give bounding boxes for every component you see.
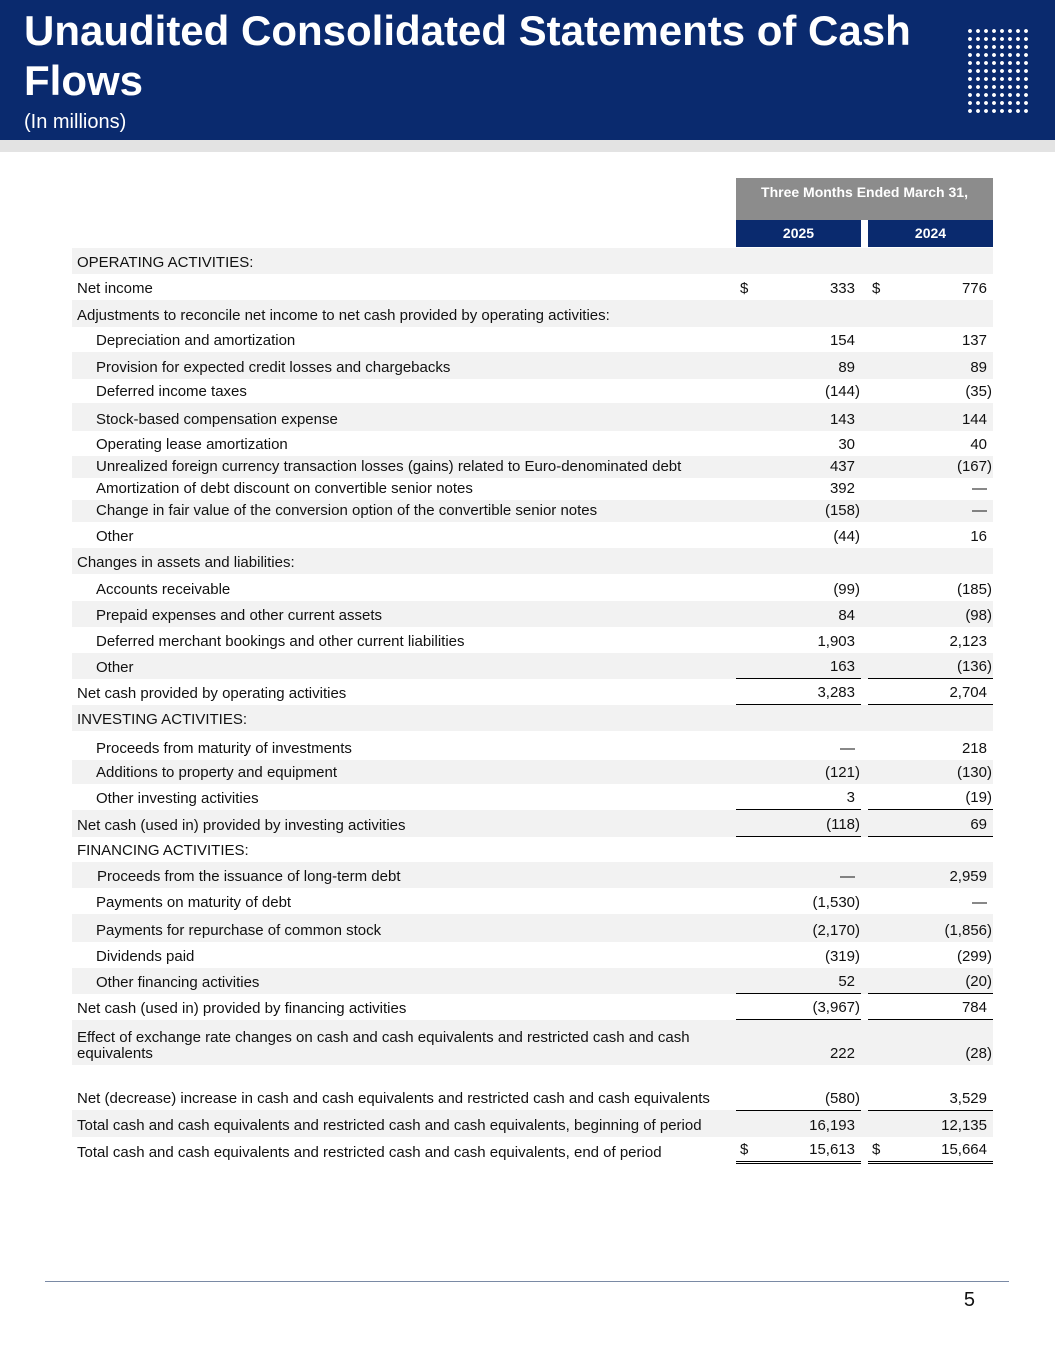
footer-divider xyxy=(45,1281,1009,1282)
value-cell-2024 xyxy=(868,456,993,478)
cell-value: 16 xyxy=(970,528,987,545)
table-row xyxy=(72,1110,993,1137)
value-cell-2025 xyxy=(736,994,861,1020)
value-cell-2025 xyxy=(736,403,861,431)
table-row xyxy=(72,1065,993,1110)
value-cell-2025 xyxy=(736,627,861,653)
cell-value: (118) xyxy=(826,816,860,833)
table-row xyxy=(72,653,993,679)
table-row xyxy=(72,837,993,862)
table-row xyxy=(72,942,993,968)
cell-value: (98) xyxy=(965,607,992,624)
row-label-operating-activities: OPERATING ACTIVITIES: xyxy=(77,254,254,271)
value-cell-2025 xyxy=(736,327,861,352)
cell-value: — xyxy=(972,502,987,519)
table-row xyxy=(72,994,993,1020)
row-label-total-cash-and-cash-equivalents-and-rest: Total cash and cash equivalents and restricted cash and cash equivalents, beginning of period xyxy=(77,1117,702,1134)
cell-value: 3,283 xyxy=(817,684,855,701)
row-label-dividends-paid: Dividends paid xyxy=(96,948,195,965)
row-label-net-cash-used-in-provided-by-investing-a: Net cash (used in) provided by investing activities xyxy=(77,817,406,834)
cell-value: (130) xyxy=(956,764,992,781)
table-row xyxy=(72,760,993,784)
cell-value: (299) xyxy=(956,948,992,965)
cell-value: — xyxy=(840,740,855,757)
value-cell-2024 xyxy=(868,478,993,500)
table-row xyxy=(72,914,993,942)
value-cell-2025 xyxy=(736,274,861,300)
value-cell-2025 xyxy=(736,431,861,456)
table-row xyxy=(72,478,993,500)
table-row xyxy=(72,968,993,994)
cell-value: 144 xyxy=(961,411,987,428)
value-cell-2024 xyxy=(868,731,993,760)
cell-value: (20) xyxy=(965,973,992,990)
cell-value: (28) xyxy=(965,1045,992,1062)
value-cell-2024 xyxy=(868,862,993,888)
value-cell-2024 xyxy=(868,653,993,679)
table-row xyxy=(72,862,993,888)
cell-value: 12,135 xyxy=(941,1117,987,1134)
table-row xyxy=(72,574,993,601)
cell-value: 69 xyxy=(970,816,987,833)
table-row xyxy=(72,300,993,327)
table-row xyxy=(72,379,993,403)
cell-value: 40 xyxy=(970,436,987,453)
page-header xyxy=(0,0,1055,140)
value-cell-2024 xyxy=(868,574,993,601)
cell-value: 218 xyxy=(961,740,987,757)
cell-value: 30 xyxy=(838,436,855,453)
table-row xyxy=(72,810,993,837)
value-cell-2025 xyxy=(736,1137,861,1164)
value-cell-2024 xyxy=(868,500,993,522)
value-cell-2024 xyxy=(868,1137,993,1164)
row-label-prepaid-expenses-and-other-current-asset: Prepaid expenses and other current assets xyxy=(96,607,383,624)
row-label-unrealized-foreign-currency-transaction-: Unrealized foreign currency transaction losses (gains) related to Euro-denominated debt xyxy=(96,458,682,475)
cell-value: 3,529 xyxy=(949,1090,987,1107)
value-cell-2024 xyxy=(868,968,993,994)
value-cell-2025 xyxy=(736,914,861,942)
cell-value: 52 xyxy=(838,973,855,990)
cell-value: (1,856) xyxy=(944,922,992,939)
row-label-effect-of-exchange-rate-changes-on-cash-: Effect of exchange rate changes on cash and cash equivalents and restricted cash and cash equivalents xyxy=(77,1029,690,1062)
value-cell-2025 xyxy=(736,653,861,679)
year-header-2024: 2024 xyxy=(868,220,993,247)
cell-value: 154 xyxy=(829,332,855,349)
table-row xyxy=(72,705,993,731)
cell-value: — xyxy=(972,480,987,497)
row-label-accounts-receivable: Accounts receivable xyxy=(96,581,231,598)
row-label-stock-based-compensation-expense: Stock-based compensation expense xyxy=(96,411,338,428)
row-label-financing-activities: FINANCING ACTIVITIES: xyxy=(77,842,249,859)
table-row xyxy=(72,1020,993,1065)
cell-value: (2,170) xyxy=(812,922,860,939)
row-label-deferred-income-taxes: Deferred income taxes xyxy=(96,383,247,400)
value-cell-2024 xyxy=(868,274,993,300)
row-label-provision-for-expected-credit-losses-and: Provision for expected credit losses and chargebacks xyxy=(96,359,451,376)
value-cell-2024 xyxy=(868,1065,993,1110)
cell-value: — xyxy=(972,894,987,911)
cell-value: 143 xyxy=(829,411,855,428)
cell-value: — xyxy=(840,868,855,885)
table-row xyxy=(72,456,993,478)
value-cell-2025 xyxy=(736,500,861,522)
cell-value: (99) xyxy=(833,581,860,598)
cell-value: 15,613 xyxy=(809,1141,855,1158)
header-divider-strip xyxy=(0,140,1055,152)
value-cell-2025 xyxy=(736,862,861,888)
cell-value: 2,959 xyxy=(949,868,987,885)
cell-value: (3,967) xyxy=(812,999,860,1016)
value-cell-2025 xyxy=(736,784,861,810)
cell-value: (144) xyxy=(824,383,860,400)
value-cell-2025 xyxy=(736,379,861,403)
row-label-other: Other xyxy=(96,659,134,676)
value-cell-2025 xyxy=(736,456,861,478)
year-header-2025: 2025 xyxy=(736,220,861,247)
row-label-operating-lease-amortization: Operating lease amortization xyxy=(96,436,288,453)
cell-value: 15,664 xyxy=(941,1141,987,1158)
row-label-proceeds-from-the-issuance-of-long-term-: Proceeds from the issuance of long-term debt xyxy=(97,868,401,885)
value-cell-2024 xyxy=(868,784,993,810)
cell-value: (319) xyxy=(824,948,860,965)
currency-symbol: $ xyxy=(872,280,881,297)
value-cell-2025 xyxy=(736,1110,861,1137)
table-row xyxy=(72,500,993,522)
value-cell-2025 xyxy=(736,731,861,760)
value-cell-2025 xyxy=(736,352,861,379)
cell-value: (167) xyxy=(956,458,992,475)
row-label-payments-on-maturity-of-debt: Payments on maturity of debt xyxy=(96,894,292,911)
cell-value: 163 xyxy=(829,658,855,675)
table-row xyxy=(72,627,993,653)
cell-value: (580) xyxy=(824,1090,860,1107)
row-label-adjustments-to-reconcile-net-income-to-n: Adjustments to reconcile net income to net cash provided by operating activities: xyxy=(77,307,610,324)
value-cell-2024 xyxy=(868,431,993,456)
cell-value: (158) xyxy=(824,502,860,519)
table-row xyxy=(72,352,993,379)
table-row xyxy=(72,1137,993,1164)
cell-value: (44) xyxy=(833,528,860,545)
value-cell-2024 xyxy=(868,522,993,548)
table-row xyxy=(72,248,993,274)
currency-symbol: $ xyxy=(740,1141,749,1158)
cell-value: 3 xyxy=(846,789,855,806)
row-label-net-decrease-increase-in-cash-and-cash-e: Net (decrease) increase in cash and cash equivalents and restricted cash and cash equivalents xyxy=(77,1090,710,1107)
row-label-additions-to-property-and-equipment: Additions to property and equipment xyxy=(96,764,337,781)
value-cell-2025 xyxy=(736,478,861,500)
row-label-net-cash-provided-by-operating-activitie: Net cash provided by operating activities xyxy=(77,685,347,702)
table-row xyxy=(72,601,993,627)
page-subtitle: (In millions) xyxy=(24,111,127,133)
value-cell-2024 xyxy=(868,760,993,784)
cell-value: (185) xyxy=(956,581,992,598)
value-cell-2024 xyxy=(868,1020,993,1065)
row-label-proceeds-from-maturity-of-investments: Proceeds from maturity of investments xyxy=(96,740,352,757)
table-row xyxy=(72,784,993,810)
cell-value: (136) xyxy=(956,658,992,675)
cell-value: 16,193 xyxy=(809,1117,855,1134)
cell-value: 776 xyxy=(961,280,987,297)
value-cell-2025 xyxy=(736,968,861,994)
table-row xyxy=(72,731,993,760)
table-row xyxy=(72,548,993,574)
page-number: 5 xyxy=(963,1289,975,1311)
value-cell-2025 xyxy=(736,522,861,548)
value-cell-2025 xyxy=(736,888,861,914)
value-cell-2024 xyxy=(868,627,993,653)
value-cell-2025 xyxy=(736,679,861,705)
value-cell-2024 xyxy=(868,601,993,627)
row-label-change-in-fair-value-of-the-conversion-o: Change in fair value of the conversion option of the convertible senior notes xyxy=(96,502,598,519)
value-cell-2025 xyxy=(736,942,861,968)
row-label-total-cash-and-cash-equivalents-and-rest: Total cash and cash equivalents and restricted cash and cash equivalents, end of period xyxy=(77,1144,662,1161)
page-title: Unaudited Consolidated Statements of Cash Flows xyxy=(24,7,911,104)
value-cell-2024 xyxy=(868,994,993,1020)
value-cell-2025 xyxy=(736,760,861,784)
cell-value: (35) xyxy=(965,383,992,400)
cell-value: 2,704 xyxy=(949,684,987,701)
row-label-net-cash-used-in-provided-by-financing-a: Net cash (used in) provided by financing activities xyxy=(77,1000,407,1017)
cell-value: 222 xyxy=(829,1045,855,1062)
value-cell-2024 xyxy=(868,942,993,968)
table-row xyxy=(72,403,993,431)
value-cell-2025 xyxy=(736,1020,861,1065)
cell-value: 392 xyxy=(829,480,855,497)
dot-grid-decoration xyxy=(966,27,1030,115)
value-cell-2024 xyxy=(868,888,993,914)
row-label-depreciation-and-amortization: Depreciation and amortization xyxy=(96,332,296,349)
cell-value: 333 xyxy=(829,280,855,297)
row-label-payments-for-repurchase-of-common-stock: Payments for repurchase of common stock xyxy=(96,922,382,939)
row-label-investing-activities: INVESTING ACTIVITIES: xyxy=(77,711,248,728)
value-cell-2024 xyxy=(868,1110,993,1137)
table-row xyxy=(72,327,993,352)
row-label-other-investing-activities: Other investing activities xyxy=(96,790,259,807)
value-cell-2025 xyxy=(736,1065,861,1110)
row-label-amortization-of-debt-discount-on-convert: Amortization of debt discount on convertible senior notes xyxy=(96,480,473,497)
cell-value: (121) xyxy=(824,764,860,781)
value-cell-2024 xyxy=(868,403,993,431)
table-row xyxy=(72,522,993,548)
table-row xyxy=(72,274,993,300)
value-cell-2024 xyxy=(868,352,993,379)
cell-value: 89 xyxy=(970,359,987,376)
cell-value: (1,530) xyxy=(812,894,860,911)
period-header: Three Months Ended March 31, xyxy=(736,178,993,220)
value-cell-2024 xyxy=(868,327,993,352)
row-label-net-income: Net income xyxy=(77,280,153,297)
cell-value: (19) xyxy=(965,789,992,806)
table-row xyxy=(72,679,993,705)
row-label-other: Other xyxy=(96,528,134,545)
value-cell-2025 xyxy=(736,601,861,627)
row-label-other-financing-activities: Other financing activities xyxy=(96,974,260,991)
table-row xyxy=(72,431,993,456)
cell-value: 84 xyxy=(838,607,855,624)
value-cell-2024 xyxy=(868,379,993,403)
value-cell-2024 xyxy=(868,679,993,705)
row-label-changes-in-assets-and-liabilities: Changes in assets and liabilities: xyxy=(77,554,295,571)
cell-value: 437 xyxy=(829,458,855,475)
value-cell-2024 xyxy=(868,914,993,942)
row-label-deferred-merchant-bookings-and-other-cur: Deferred merchant bookings and other current liabilities xyxy=(96,633,465,650)
cell-value: 137 xyxy=(961,332,987,349)
cell-value: 784 xyxy=(961,999,987,1016)
value-cell-2025 xyxy=(736,810,861,837)
currency-symbol: $ xyxy=(740,280,749,297)
cell-value: 1,903 xyxy=(817,633,855,650)
cell-value: 89 xyxy=(838,359,855,376)
cell-value: 2,123 xyxy=(949,633,987,650)
currency-symbol: $ xyxy=(872,1141,881,1158)
value-cell-2024 xyxy=(868,810,993,837)
table-row xyxy=(72,888,993,914)
value-cell-2025 xyxy=(736,574,861,601)
